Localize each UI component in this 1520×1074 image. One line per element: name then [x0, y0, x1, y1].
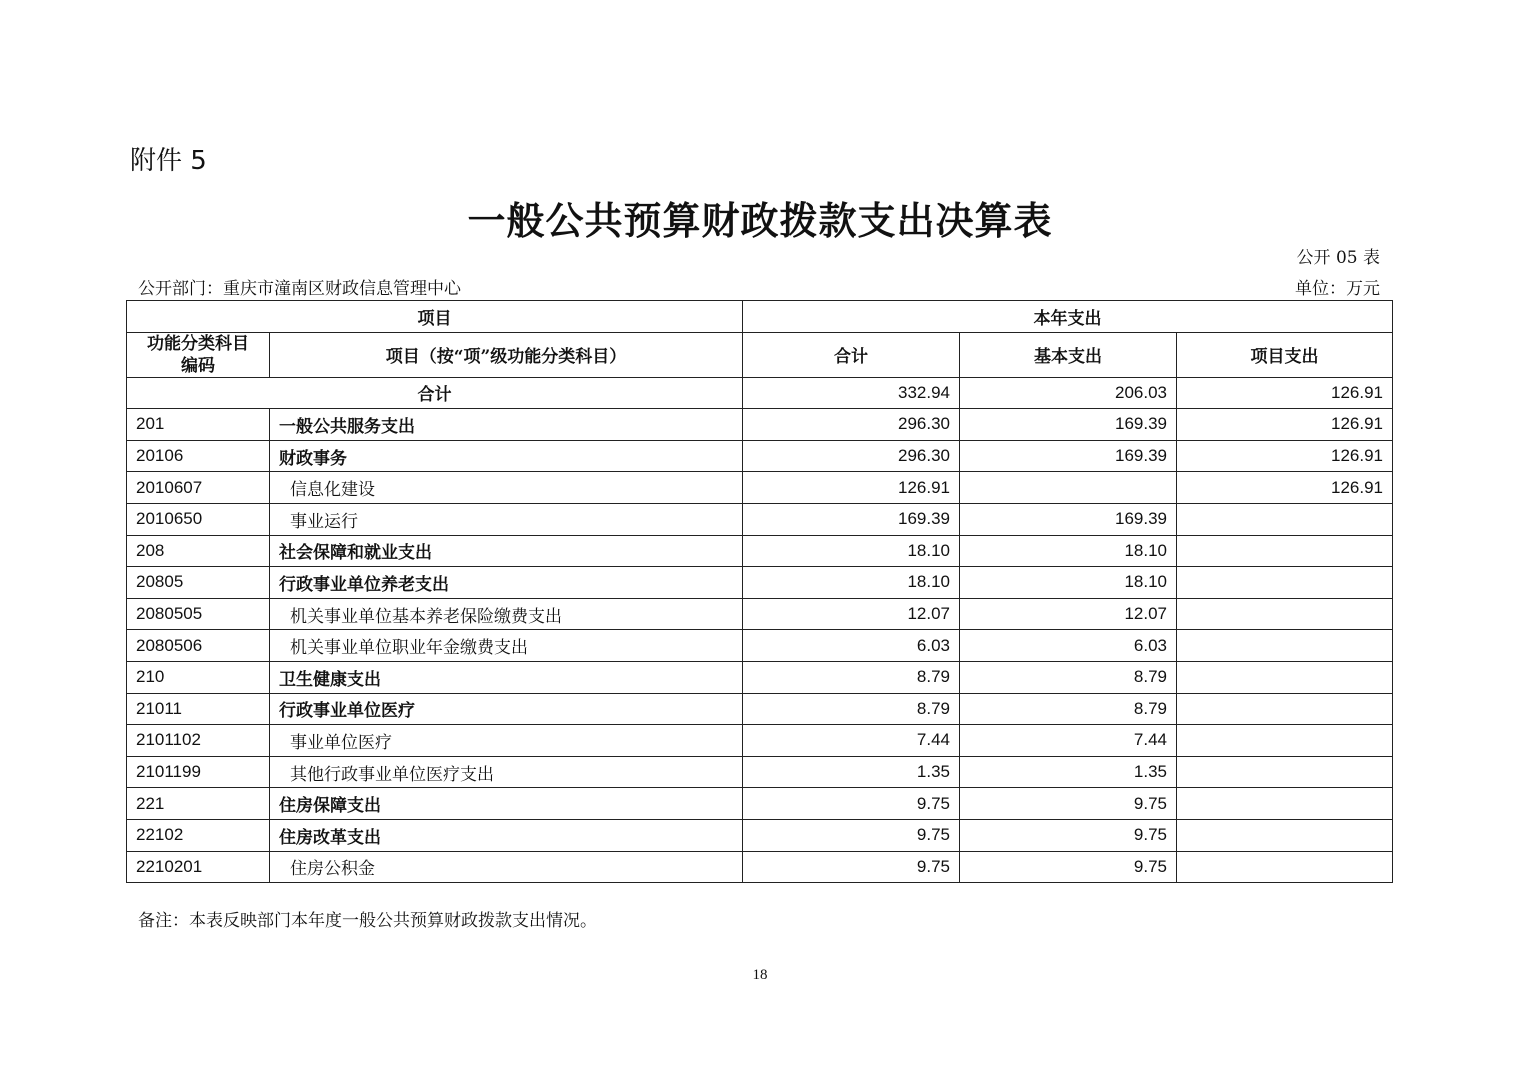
row-total: 296.30 [743, 440, 960, 472]
header-code: 功能分类科目编码 [127, 332, 270, 377]
row-project [1177, 788, 1393, 820]
table-row [127, 567, 1393, 599]
row-project: 126.91 [1177, 440, 1393, 472]
header-project: 项目支出 [1177, 332, 1393, 377]
table-row [127, 503, 1393, 535]
total-sum: 332.94 [743, 377, 960, 409]
row-code: 2010607 [127, 472, 270, 504]
row-basic: 1.35 [960, 756, 1177, 788]
table-row [127, 440, 1393, 472]
row-project [1177, 661, 1393, 693]
row-code: 2210201 [127, 851, 270, 883]
header-total: 合计 [743, 332, 960, 377]
row-total: 7.44 [743, 725, 960, 757]
row-code: 2080505 [127, 598, 270, 630]
row-total: 8.79 [743, 661, 960, 693]
row-code: 221 [127, 788, 270, 820]
total-project: 126.91 [1177, 377, 1393, 409]
header-name: 项目（按“项”级功能分类科目） [270, 332, 743, 377]
row-name: 事业运行 [270, 503, 743, 535]
row-project [1177, 725, 1393, 757]
header-project-group: 项目 [127, 301, 743, 333]
row-project [1177, 693, 1393, 725]
row-total: 18.10 [743, 535, 960, 567]
row-code: 2101199 [127, 756, 270, 788]
department-label: 公开部门：重庆市潼南区财政信息管理中心 [138, 279, 461, 299]
row-name: 卫生健康支出 [270, 661, 743, 693]
row-project: 126.91 [1177, 409, 1393, 441]
row-name: 一般公共服务支出 [270, 409, 743, 441]
row-project [1177, 503, 1393, 535]
header-basic: 基本支出 [960, 332, 1177, 377]
row-code: 210 [127, 661, 270, 693]
unit-label: 单位：万元 [1295, 279, 1380, 299]
row-code: 201 [127, 409, 270, 441]
row-basic: 7.44 [960, 725, 1177, 757]
row-basic: 6.03 [960, 630, 1177, 662]
row-name: 住房保障支出 [270, 788, 743, 820]
table-row [127, 630, 1393, 662]
row-project [1177, 851, 1393, 883]
row-code: 21011 [127, 693, 270, 725]
table-row [127, 725, 1393, 757]
header-expense-group: 本年支出 [743, 301, 1393, 333]
row-code: 20805 [127, 567, 270, 599]
row-total: 9.75 [743, 851, 960, 883]
total-row [127, 377, 1393, 409]
row-total: 8.79 [743, 693, 960, 725]
row-project [1177, 567, 1393, 599]
table-row [127, 851, 1393, 883]
row-name: 社会保障和就业支出 [270, 535, 743, 567]
row-total: 6.03 [743, 630, 960, 662]
row-name: 机关事业单位职业年金缴费支出 [270, 630, 743, 662]
row-name: 机关事业单位基本养老保险缴费支出 [270, 598, 743, 630]
table-row [127, 409, 1393, 441]
row-name: 财政事务 [270, 440, 743, 472]
row-name: 其他行政事业单位医疗支出 [270, 756, 743, 788]
table-row [127, 535, 1393, 567]
row-project [1177, 598, 1393, 630]
table-row [127, 661, 1393, 693]
row-total: 18.10 [743, 567, 960, 599]
row-basic: 12.07 [960, 598, 1177, 630]
row-basic: 9.75 [960, 851, 1177, 883]
page-number: 18 [752, 967, 768, 983]
row-project [1177, 756, 1393, 788]
expenditure-table [126, 300, 1393, 883]
page-title: 一般公共预算财政拨款支出决算表 [467, 198, 1053, 243]
row-name: 行政事业单位医疗 [270, 693, 743, 725]
table-row [127, 756, 1393, 788]
form-number: 公开 05 表 [1296, 248, 1380, 268]
row-project [1177, 535, 1393, 567]
row-basic: 169.39 [960, 409, 1177, 441]
table-row [127, 693, 1393, 725]
row-name: 住房改革支出 [270, 819, 743, 851]
row-name: 行政事业单位养老支出 [270, 567, 743, 599]
row-basic: 8.79 [960, 661, 1177, 693]
attachment-label: 附件 5 [130, 146, 207, 176]
row-total: 126.91 [743, 472, 960, 504]
row-total: 296.30 [743, 409, 960, 441]
table-row [127, 819, 1393, 851]
row-basic: 18.10 [960, 567, 1177, 599]
row-code: 2101102 [127, 725, 270, 757]
row-code: 20106 [127, 440, 270, 472]
table-row [127, 598, 1393, 630]
row-project: 126.91 [1177, 472, 1393, 504]
row-code: 2010650 [127, 503, 270, 535]
footnote: 备注：本表反映部门本年度一般公共预算财政拨款支出情况。 [138, 911, 597, 931]
row-total: 9.75 [743, 788, 960, 820]
row-code: 2080506 [127, 630, 270, 662]
row-basic: 169.39 [960, 503, 1177, 535]
header-row-group [127, 301, 1393, 333]
row-total: 169.39 [743, 503, 960, 535]
row-name: 住房公积金 [270, 851, 743, 883]
header-row-columns [127, 332, 1393, 377]
row-basic: 18.10 [960, 535, 1177, 567]
table-row [127, 472, 1393, 504]
table-row [127, 788, 1393, 820]
row-basic: 9.75 [960, 819, 1177, 851]
row-name: 事业单位医疗 [270, 725, 743, 757]
total-label: 合计 [127, 377, 743, 409]
total-basic: 206.03 [960, 377, 1177, 409]
row-total: 9.75 [743, 819, 960, 851]
row-total: 1.35 [743, 756, 960, 788]
row-basic: 169.39 [960, 440, 1177, 472]
row-code: 208 [127, 535, 270, 567]
row-project [1177, 819, 1393, 851]
row-total: 12.07 [743, 598, 960, 630]
row-code: 22102 [127, 819, 270, 851]
row-name: 信息化建设 [270, 472, 743, 504]
row-project [1177, 630, 1393, 662]
row-basic [960, 472, 1177, 504]
row-basic: 9.75 [960, 788, 1177, 820]
row-basic: 8.79 [960, 693, 1177, 725]
